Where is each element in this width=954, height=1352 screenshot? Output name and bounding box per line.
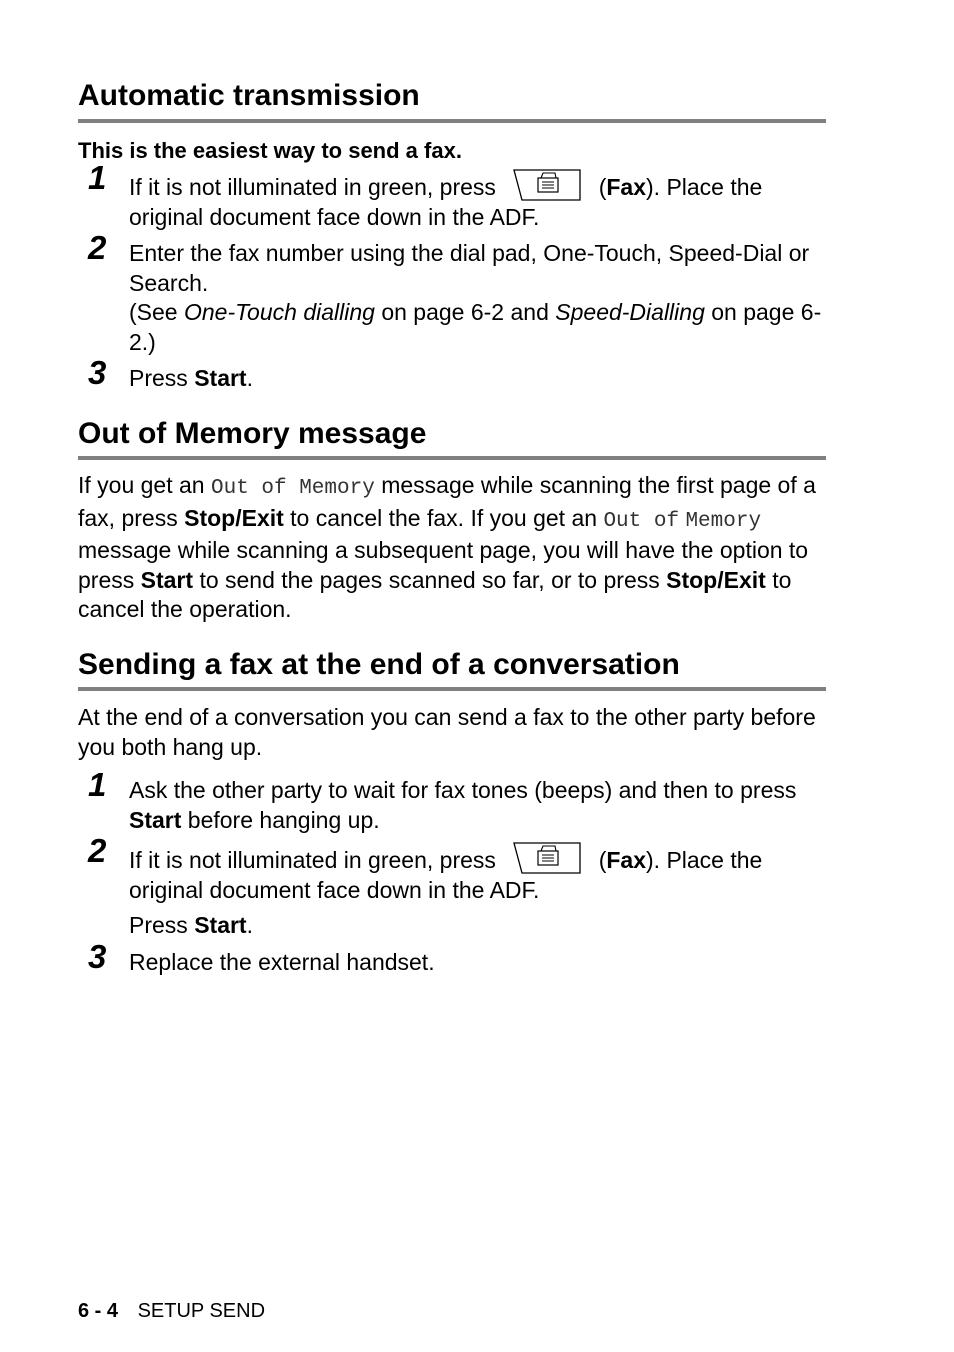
page-number: 6 - 4 (78, 1300, 119, 1322)
step-text: Ask the other party to wait for fax tones (beeps) and then to press (129, 777, 797, 804)
link-one-touch: One-Touch dialling (183, 299, 375, 326)
heading-out-of-memory: Out of Memory message (78, 418, 826, 461)
memory-paragraph (78, 471, 826, 625)
step-3 (78, 937, 826, 978)
paren: ( (598, 174, 607, 201)
text: to cancel the fax. If you get an (290, 504, 598, 531)
page-footer (78, 1300, 265, 1323)
lcd-message: Out of Memory (210, 477, 375, 501)
step-text-post: ). Place the original document face down in the ADF. (129, 847, 763, 903)
link-speed-dialling: Speed-Dialling (555, 299, 705, 326)
step-text: If it is not illuminated in green, press (129, 174, 496, 201)
see-pre: (See (129, 299, 178, 326)
start-key-label: Start (140, 566, 194, 593)
press-start-line (129, 911, 826, 941)
step-text-post: ). Place the original document face down in the ADF. (129, 174, 763, 230)
step-2 (78, 832, 826, 941)
step-text: Replace the external handset. (129, 948, 435, 975)
start-key-label: Start (194, 912, 247, 939)
period: . (246, 912, 253, 939)
chapter-title: SETUP SEND (137, 1300, 266, 1322)
fax-key-label: Fax (606, 847, 646, 874)
stop-exit-key-label: Stop/Exit (184, 504, 284, 531)
paren: ( (598, 847, 607, 874)
step-text-post: before hanging up. (187, 806, 380, 833)
fax-key-icon (512, 842, 582, 874)
step-number: 2 (88, 229, 107, 267)
heading-sending-fax-end-conversation: Sending a fax at the end of a conversation (78, 649, 826, 692)
text: If you get an (78, 472, 205, 499)
see-mid: on page 6-2 and (381, 299, 549, 326)
fax-key-icon (512, 169, 582, 201)
text: Press (129, 912, 188, 939)
text: to cancel the operation. (78, 566, 792, 623)
step-2 (78, 229, 826, 357)
lcd-message: Out of (603, 509, 680, 533)
document-page (78, 80, 826, 977)
step-1 (78, 159, 826, 232)
fax-key-label: Fax (606, 174, 646, 201)
text: message while scanning the first page of a fax, press (78, 472, 816, 531)
intro-text: This is the easiest way to send a fax. (78, 137, 462, 163)
step-3 (78, 354, 826, 394)
conversation-intro: At the end of a conversation you can send a fax to the other party before you both hang up. (78, 704, 816, 760)
step-number: 3 (88, 937, 107, 975)
step-text: Enter the fax number using the dial pad, One-Touch, Speed-Dial or Search. (129, 240, 810, 296)
start-key-label: Start (194, 365, 247, 392)
start-key-label: Start (129, 806, 182, 833)
step-text: If it is not illuminated in green, press (129, 847, 496, 874)
step-number: 3 (88, 354, 107, 392)
heading-automatic-transmission: Automatic transmission (78, 80, 826, 123)
text: message while scanning a subsequent page, you will have the option to press (78, 537, 809, 593)
step-number: 1 (88, 766, 107, 804)
stop-exit-key-label: Stop/Exit (666, 566, 766, 593)
text: to send the pages scanned so far, or to press (199, 566, 660, 593)
step-number: 1 (88, 159, 107, 197)
step-text: Press (129, 365, 188, 392)
see-post: on page 6-2.) (129, 299, 822, 355)
lcd-message: Memory (685, 509, 762, 533)
period: . (246, 365, 253, 392)
step-1 (78, 766, 826, 835)
step-number: 2 (88, 832, 107, 870)
